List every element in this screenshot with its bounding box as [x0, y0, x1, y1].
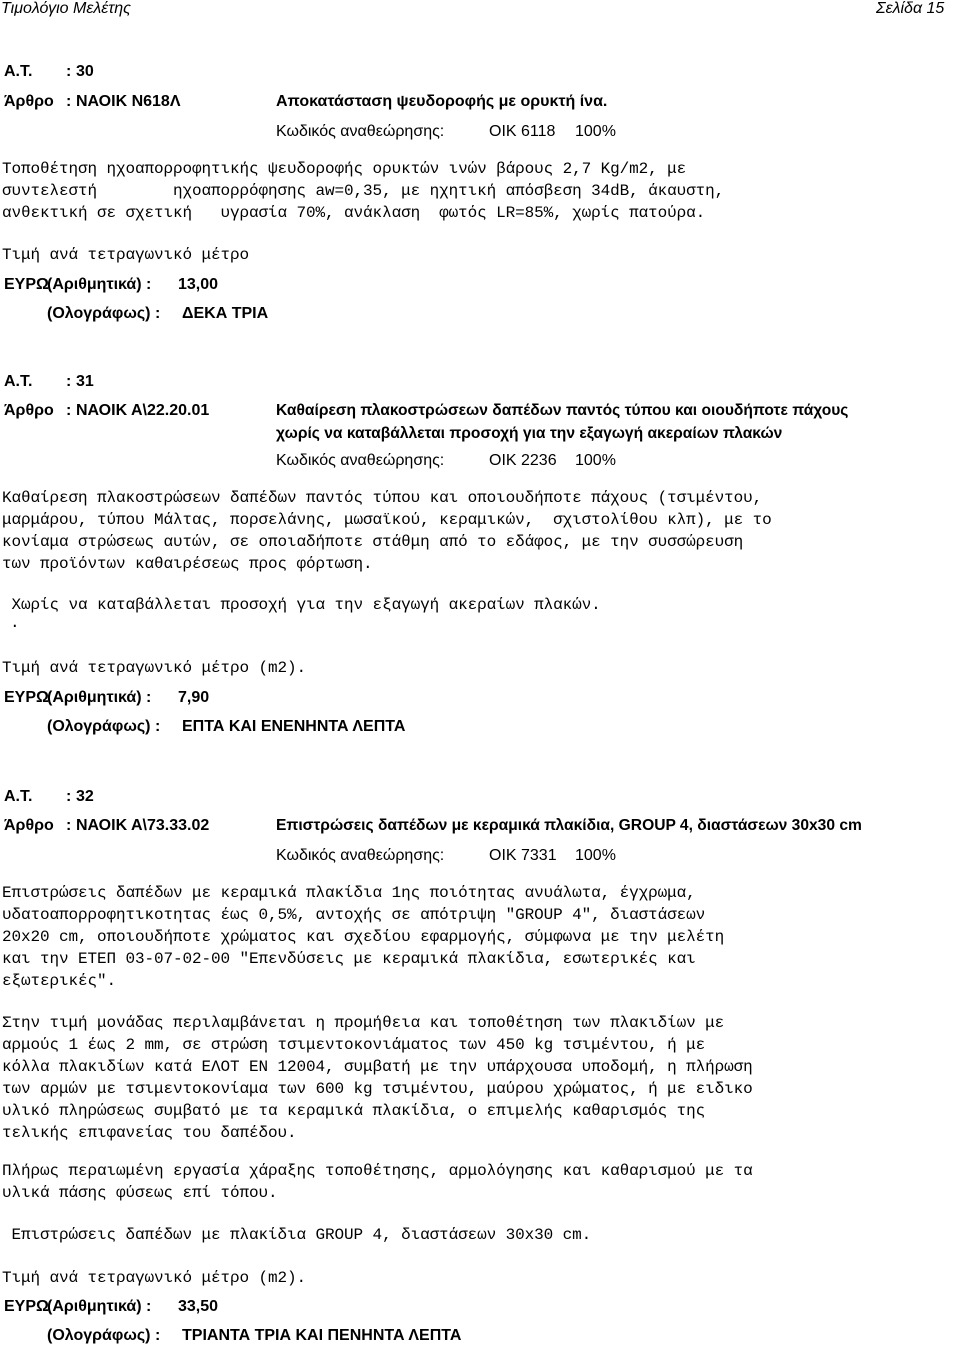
numeric-label: (Αριθμητικά) :	[47, 1298, 152, 1315]
revision-label: Κωδικός αναθεώρησης:	[276, 847, 445, 864]
article-code: ΝΑΟΙΚ Α\73.33.02	[76, 817, 210, 834]
description-line: κόλλα πλακιδίων κατά ΕΛΟΤ ΕΝ 12004, συμβατή με την υπάρχουσα υποδομή, η πλήρωση	[2, 1058, 753, 1076]
arthro-label: Άρθρο	[4, 93, 54, 110]
revision-percent: 100%	[575, 452, 616, 469]
revision-code: ΟΙΚ 7331	[489, 847, 557, 864]
article-code: ΝΑΟΙΚ Α\22.20.01	[76, 402, 210, 419]
revision-label: Κωδικός αναθεώρησης:	[276, 452, 445, 469]
article-code: ΝΑΟΙΚ Ν618Λ	[76, 93, 181, 110]
currency-label: ΕΥΡΩ	[4, 1298, 49, 1315]
description-line: 20x20 cm, οποιουδήποτε χρώματος και σχεδίου εφαρμογής, σύμφωνα με την μελέτη	[2, 928, 725, 946]
arthro-colon: :	[66, 93, 72, 110]
unit-text: Τιμή ανά τετραγωνικό μέτρο (m2).	[2, 659, 307, 677]
currency-label: ΕΥΡΩ	[4, 276, 49, 293]
description-line: Στην τιμή μονάδας περιλαμβάνεται η προμήθεια και τοποθέτηση των πλακιδίων με	[2, 1014, 725, 1032]
description-line: υλικά πάσης φύσεως επί τόπου.	[2, 1184, 278, 1202]
price-words: ΔΕΚΑ ΤΡΙΑ	[182, 305, 269, 322]
revision-code: ΟΙΚ 2236	[489, 452, 557, 469]
at-colon: :	[66, 63, 72, 80]
description-line: Τοποθέτηση ηχοαπορροφητικής ψευδοροφής ορυκτών ινών βάρους 2,7 Kg/m2, με	[2, 160, 687, 178]
price-value: 33,50	[178, 1298, 219, 1315]
at-colon: :	[66, 788, 72, 805]
words-label: (Ολογράφως) :	[47, 1327, 161, 1344]
words-label: (Ολογράφως) :	[47, 718, 161, 735]
at-number: 30	[76, 63, 94, 80]
article-title: Αποκατάσταση ψευδοροφής με ορυκτή ίνα.	[276, 93, 608, 110]
arthro-colon: :	[66, 817, 72, 834]
description-line: μαρμάρου, τύπου Μάλτας, πορσελάνης, μωσαϊκού, κεραμικών, σχιστολίθου κλπ), με το	[2, 511, 772, 529]
article-title: Επιστρώσεις δαπέδων με κεραμικά πλακίδια, GROUP 4, διαστάσεων 30x30 cm	[276, 817, 862, 834]
description-line: και την ΕΤΕΠ 03-07-02-00 "Επενδύσεις με κεραμικά πλακίδια, εσωτερικές και	[2, 950, 696, 968]
price-words: ΤΡΙΑΝΤΑ ΤΡΙΑ ΚΑΙ ΠΕΝΗΝΤΑ ΛΕΠΤΑ	[182, 1327, 462, 1344]
page-header-title: Τιμολόγιο Μελέτης	[1, 0, 131, 17]
description-line: κονίαμα στρώσεως αυτών, σε οποιαδήποτε στάθμη από το εδάφος, με την συσσώρευση	[2, 533, 744, 551]
currency-label: ΕΥΡΩ	[4, 689, 49, 706]
description-line: Πλήρως περαιωμένη εργασία χάραξης τοποθέτησης, αρμολόγησης και καθαρισμού με τα	[2, 1162, 753, 1180]
at-number: 31	[76, 373, 94, 390]
note-text: Χωρίς να καταβάλλεται προσοχή για την εξαγωγή ακεραίων πλακών.	[2, 596, 601, 614]
note-text: Επιστρώσεις δαπέδων με πλακίδια GROUP 4, διαστάσεων 30x30 cm.	[2, 1226, 592, 1244]
page-number: Σελίδα 15	[876, 0, 945, 17]
words-label: (Ολογράφως) :	[47, 305, 161, 322]
at-label: Α.Τ.	[4, 788, 33, 805]
unit-text: Τιμή ανά τετραγωνικό μέτρο	[2, 246, 250, 264]
description-line: Καθαίρεση πλακοστρώσεων δαπέδων παντός τύπου και οποιουδήποτε πάχους (τσιμέντου,	[2, 489, 763, 507]
article-title: Καθαίρεση πλακοστρώσεων δαπέδων παντός τύπου και οιουδήποτε πάχους	[276, 402, 849, 419]
description-line: των προϊόντων καθαιρέσεως προς φόρτωση.	[2, 555, 373, 573]
description-line: των αρμών με τσιμεντοκονίαμα των 600 kg τσιμέντου, μαύρου χρώματος, ή με ειδικο	[2, 1080, 753, 1098]
arthro-colon: :	[66, 402, 72, 419]
description-line: υδατοαπορροφητικοτητας έως 0,5%, αντοχής σε απότριψη "GROUP 4", διαστάσεων	[2, 906, 706, 924]
at-label: Α.Τ.	[4, 373, 33, 390]
article-title: χωρίς να καταβάλλεται προσοχή για την εξαγωγή ακεραίων πλακών	[276, 425, 783, 442]
description-line: τελικής επιφανείας του δαπέδου.	[2, 1124, 297, 1142]
description-line: ανθεκτική σε σχετική υγρασία 70%, ανάκλαση φωτός LR=85%, χωρίς πατούρα.	[2, 204, 706, 222]
numeric-label: (Αριθμητικά) :	[47, 276, 152, 293]
note-dot: .	[10, 614, 20, 632]
revision-percent: 100%	[575, 847, 616, 864]
at-colon: :	[66, 373, 72, 390]
at-label: Α.Τ.	[4, 63, 33, 80]
numeric-label: (Αριθμητικά) :	[47, 689, 152, 706]
price-words: ΕΠΤΑ ΚΑΙ ΕΝΕΝΗΝΤΑ ΛΕΠΤΑ	[182, 718, 406, 735]
description-line: υλικό πληρώσεως συμβατό με τα κεραμικά πλακίδια, ο επιμελής καθαρισμός της	[2, 1102, 706, 1120]
arthro-label: Άρθρο	[4, 817, 54, 834]
description-line: Επιστρώσεις δαπέδων με κεραμικά πλακίδια 1ης ποιότητας ανυάλωτα, έγχρωμα,	[2, 884, 696, 902]
revision-label: Κωδικός αναθεώρησης:	[276, 123, 445, 140]
price-value: 13,00	[178, 276, 219, 293]
description-line: συντελεστή ηχοαπορρόφησης aw=0,35, με ηχητική απόσβεση 34dB, άκαυστη,	[2, 182, 725, 200]
arthro-label: Άρθρο	[4, 402, 54, 419]
unit-text: Τιμή ανά τετραγωνικό μέτρο (m2).	[2, 1269, 307, 1287]
revision-percent: 100%	[575, 123, 616, 140]
revision-code: ΟΙΚ 6118	[489, 123, 556, 140]
description-line: αρμούς 1 έως 2 mm, σε στρώση τσιμεντοκονιάματος των 450 kg τσιμέντου, ή με	[2, 1036, 706, 1054]
at-number: 32	[76, 788, 94, 805]
price-value: 7,90	[178, 689, 210, 706]
description-line: εξωτερικές".	[2, 972, 117, 990]
